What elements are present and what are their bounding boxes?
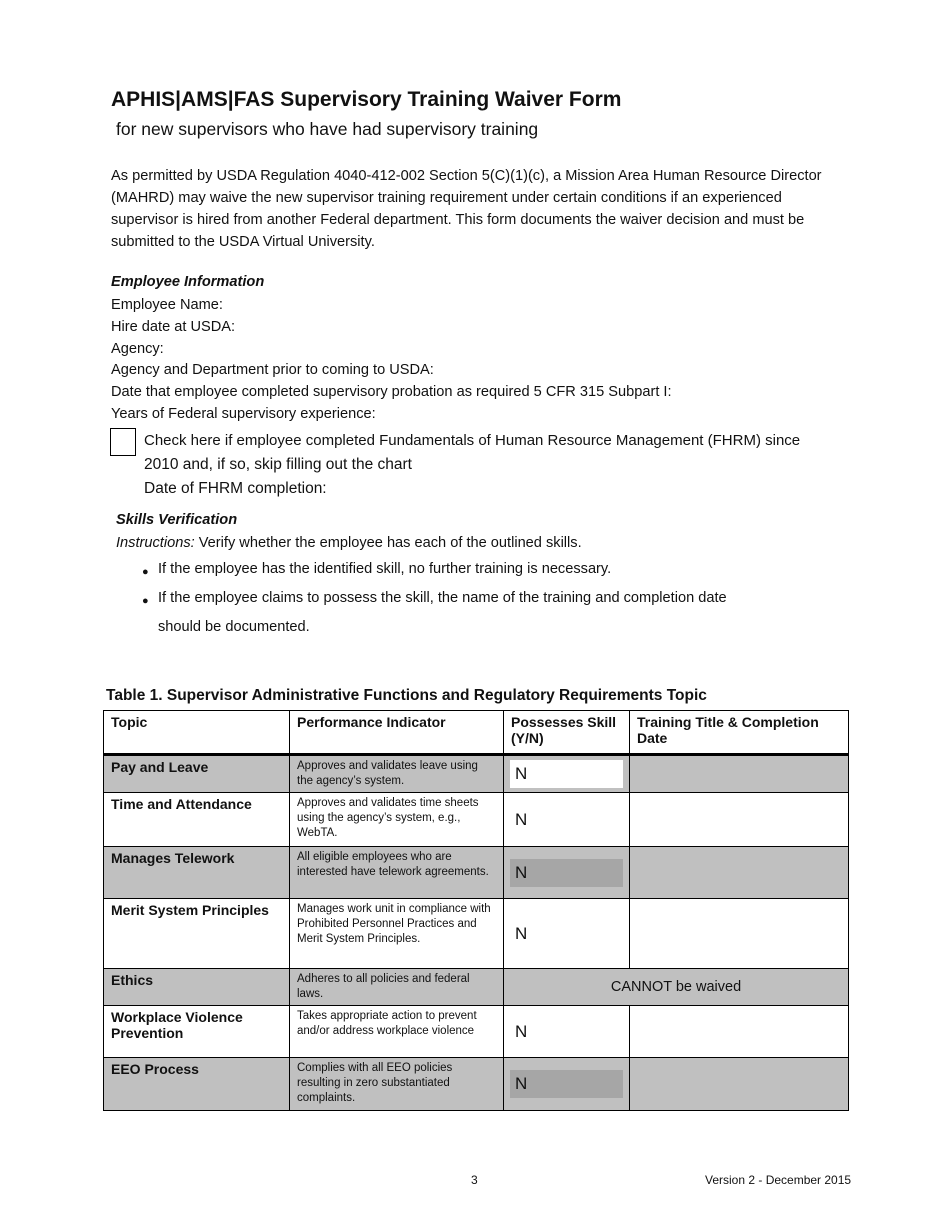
instructions-text: Verify whether the employee has each of the outlined skills. — [194, 535, 582, 551]
table-caption: Table 1. Supervisor Administrative Functions and Regulatory Requirements Topic — [106, 687, 707, 704]
fhrm-check-label-2: 2010 and, if so, skip filling out the chart — [144, 456, 412, 473]
indicator-cell: Manages work unit in compliance with Prohibited Personnel Practices and Merit System Principles. — [290, 899, 504, 969]
skill-input[interactable]: N — [515, 923, 528, 943]
table-row — [104, 755, 849, 793]
training-input[interactable] — [630, 793, 849, 847]
skill-cell — [504, 1058, 630, 1111]
skill-cell — [504, 793, 630, 847]
training-input[interactable] — [630, 1006, 849, 1058]
probation-date-label: Date that employee completed supervisory probation as required 5 CFR 315 Subpart I: — [111, 384, 672, 400]
table-header-row — [104, 711, 849, 755]
skill-input[interactable]: N — [510, 859, 623, 887]
indicator-cell: Complies with all EEO policies resulting in zero substantiated complaints. — [290, 1058, 504, 1111]
table-row — [104, 969, 849, 1006]
bullet-icon: ● — [142, 595, 149, 607]
training-input[interactable] — [630, 1058, 849, 1111]
table-row — [104, 793, 849, 847]
table-row — [104, 1006, 849, 1058]
skill-input[interactable]: N — [515, 1021, 528, 1041]
topic-cell: Manages Telework — [104, 847, 290, 899]
bullet-item-continued: should be documented. — [158, 619, 310, 635]
skill-cell — [504, 847, 630, 899]
header-indicator: Performance Indicator — [290, 711, 504, 755]
header-skill: Possesses Skill (Y/N) — [504, 711, 630, 755]
indicator-cell: All eligible employees who are interested have telework agreements. — [290, 847, 504, 899]
skill-cell — [504, 899, 630, 969]
hire-date-label: Hire date at USDA: — [111, 319, 236, 335]
bullet-item: If the employee has the identified skill, no further training is necessary. — [158, 561, 612, 577]
fhrm-check-label: Check here if employee completed Fundamentals of Human Resource Management (FHRM) since — [144, 432, 801, 449]
indicator-cell: Approves and validates time sheets using the agency’s system, e.g., WebTA. — [290, 793, 504, 847]
intro-paragraph: As permitted by USDA Regulation 4040-412-002 Section 5(C)(1)(c), a Mission Area Human Resource Director (MAHRD) may waive the new supervisor training requirement under certain conditions if an experienced supervisor is hired from another Federal department. This form documents the waiver decision and must be submitted to the USDA Virtual University. — [111, 168, 822, 250]
agency-label: Agency: — [111, 341, 164, 357]
bullet-icon: ● — [142, 566, 149, 578]
indicator-cell: Adheres to all policies and federal laws. — [290, 969, 504, 1006]
prior-agency-label: Agency and Department prior to coming to USDA: — [111, 362, 434, 378]
training-input[interactable] — [630, 847, 849, 899]
topic-cell: Time and Attendance — [104, 793, 290, 847]
header-training: Training Title & Completion Date — [630, 711, 849, 755]
header-topic: Topic — [104, 711, 290, 755]
cannot-waive-note: CANNOT be waived — [504, 969, 849, 1006]
page-title: APHIS|AMS|FAS Supervisory Training Waiver Form — [111, 88, 622, 111]
page-subtitle: for new supervisors who have had supervisory training — [116, 119, 539, 139]
indicator-cell: Takes appropriate action to prevent and/or address workplace violence — [290, 1006, 504, 1058]
skill-input[interactable]: N — [510, 1070, 623, 1098]
skill-input[interactable]: N — [515, 809, 528, 829]
table-row — [104, 847, 849, 899]
instructions-label: Instructions: — [116, 535, 195, 551]
training-input[interactable] — [630, 755, 849, 793]
table-row — [104, 899, 849, 969]
years-experience-label: Years of Federal supervisory experience: — [111, 406, 376, 422]
skill-input[interactable]: N — [510, 760, 623, 788]
fhrm-checkbox[interactable] — [110, 428, 136, 456]
indicator-cell: Approves and validates leave using the agency’s system. — [290, 755, 504, 793]
employee-info-heading: Employee Information — [111, 274, 265, 290]
topic-cell: Pay and Leave — [104, 755, 290, 793]
table-row — [104, 1058, 849, 1111]
fhrm-date-label: Date of FHRM completion: — [144, 480, 327, 497]
page-number: 3 — [471, 1173, 478, 1187]
skill-cell — [504, 1006, 630, 1058]
version-label: Version 2 - December 2015 — [705, 1173, 852, 1187]
skills-heading: Skills Verification — [116, 512, 238, 528]
skills-instructions — [116, 535, 582, 551]
skill-cell — [504, 755, 630, 793]
topic-cell: Merit System Principles — [104, 899, 290, 969]
topic-cell: EEO Process — [104, 1058, 290, 1111]
bullet-item: If the employee claims to possess the skill, the name of the training and completion date — [158, 590, 727, 606]
employee-name-label: Employee Name: — [111, 297, 223, 313]
skills-table — [103, 710, 849, 1111]
topic-cell: Workplace Violence Prevention — [104, 1006, 290, 1058]
topic-cell: Ethics — [104, 969, 290, 1006]
training-input[interactable] — [630, 899, 849, 969]
